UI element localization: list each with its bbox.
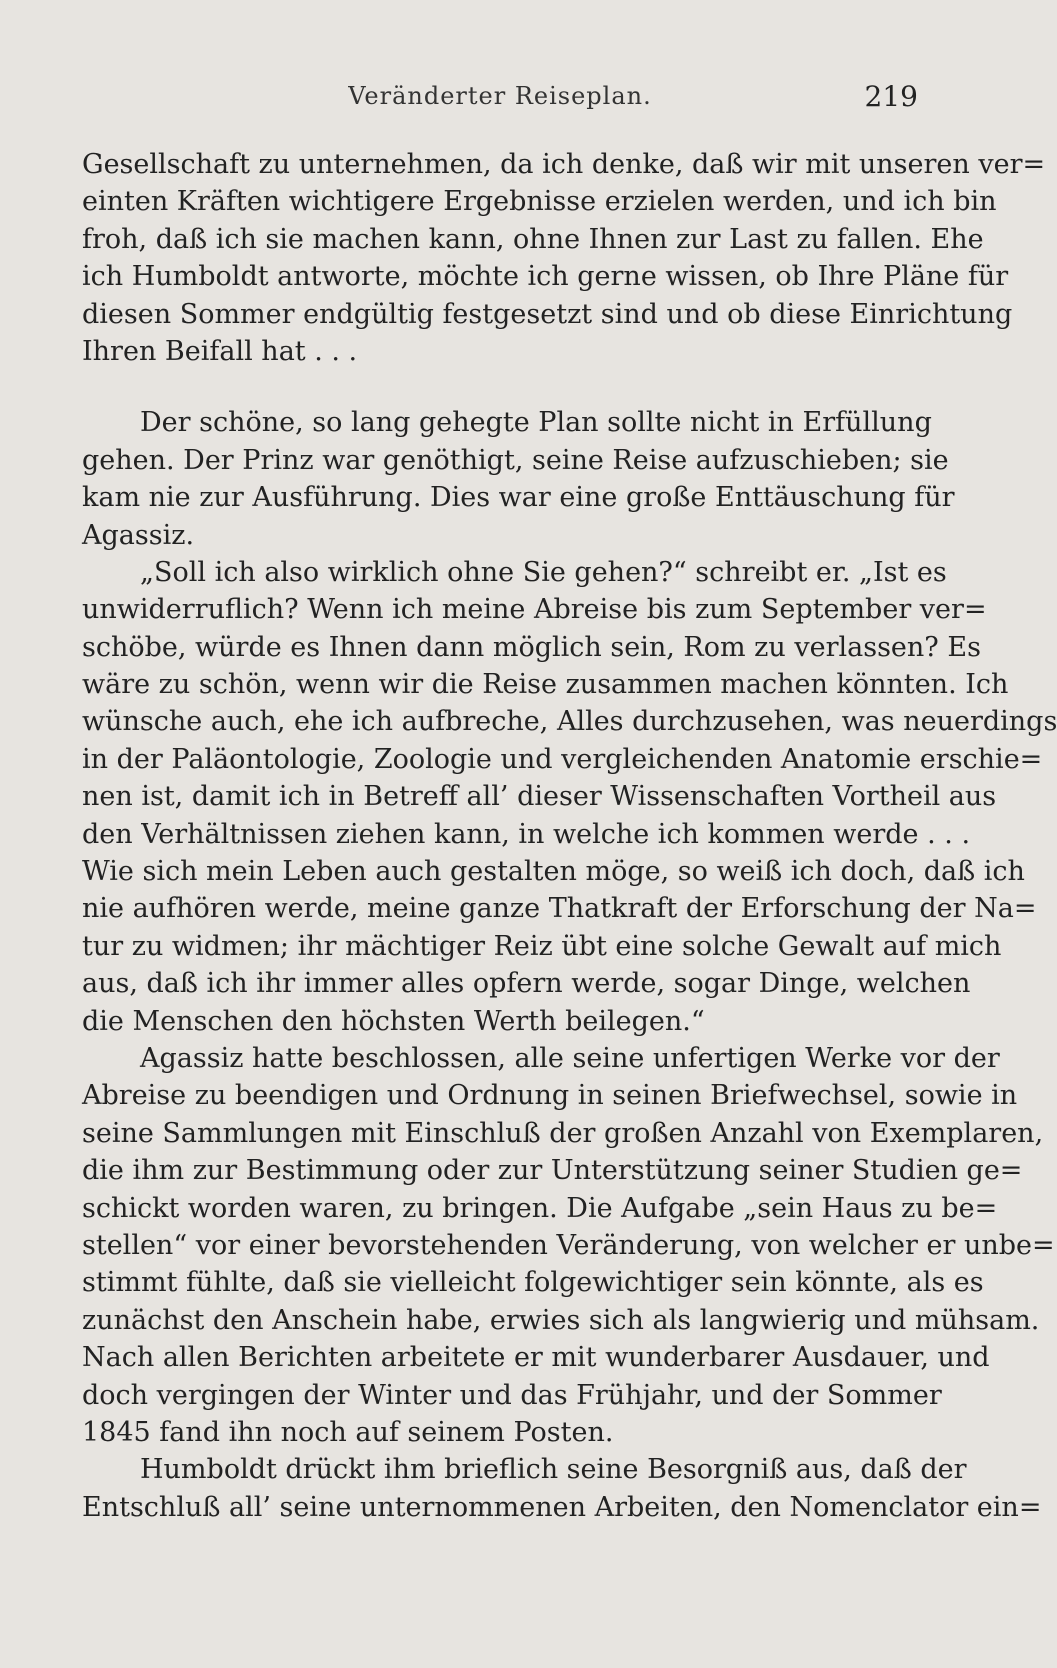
paragraph-gap bbox=[82, 370, 922, 404]
text-line: Wie sich mein Leben auch gestalten möge, so weiß ich doch, daß ich bbox=[82, 856, 1025, 888]
text-line: diesen Sommer endgültig festgesetzt sind und ob diese Einrichtung bbox=[82, 298, 1013, 330]
text-line: 1845 fand ihn noch auf seinem Posten. bbox=[82, 1416, 614, 1448]
text-line: Agassiz hatte beschlossen, alle seine unfertigen Werke vor der bbox=[140, 1042, 1000, 1074]
text-line: doch vergingen der Winter und das Frühjahr, und der Sommer bbox=[82, 1379, 942, 1411]
text-line: nen ist, damit ich in Betreff all’ dieser Wissenschaften Vortheil aus bbox=[82, 781, 997, 813]
running-head: Veränderter Reiseplan. bbox=[348, 82, 652, 110]
text-line: zunächst den Anschein habe, erwies sich als langwierig und mühsam. bbox=[82, 1304, 1040, 1336]
text-line: die Menschen den höchsten Werth beilegen.“ bbox=[82, 1005, 705, 1037]
text-line: wäre zu schön, wenn wir die Reise zusammen machen könnten. Ich bbox=[82, 669, 1009, 701]
text-line: Humboldt drückt ihm brieflich seine Besorgniß aus, daß der bbox=[140, 1454, 967, 1486]
text-line: schöbe, würde es Ihnen dann möglich sein, Rom zu verlassen? Es bbox=[82, 631, 981, 663]
text-line: stellen“ vor einer bevorstehenden Veränderung, von welcher er unbe= bbox=[82, 1229, 1055, 1261]
text-line: Der schöne, so lang gehegte Plan sollte nicht in Erfüllung bbox=[140, 407, 932, 439]
text-line: wünsche auch, ehe ich aufbreche, Alles durchzusehen, was neuerdings bbox=[82, 706, 1057, 738]
body-text bbox=[82, 146, 1057, 1526]
text-line: gehen. Der Prinz war genöthigt, seine Reise aufzuschieben; sie bbox=[82, 444, 949, 476]
text-line: nie aufhören werde, meine ganze Thatkraft der Erforschung der Na= bbox=[82, 893, 1037, 925]
text-line: ich Humboldt antworte, möchte ich gerne wissen, ob Ihre Pläne für bbox=[82, 261, 1009, 293]
page-number: 219 bbox=[864, 80, 918, 113]
text-line: seine Sammlungen mit Einschluß der großen Anzahl von Exemplaren, bbox=[82, 1117, 1044, 1149]
text-line: Entschluß all’ seine unternommenen Arbeiten, den Nomenclator ein= bbox=[82, 1491, 1042, 1523]
text-line: kam nie zur Ausführung. Dies war eine große Enttäuschung für bbox=[82, 482, 955, 514]
text-line: schickt worden waren, zu bringen. Die Aufgabe „sein Haus zu be= bbox=[82, 1192, 998, 1224]
page-header bbox=[0, 82, 1000, 122]
text-line: stimmt fühlte, daß sie vielleicht folgewichtiger sein könnte, als es bbox=[82, 1267, 984, 1299]
text-line: Ihren Beifall hat . . . bbox=[82, 335, 358, 367]
text-line: „Soll ich also wirklich ohne Sie gehen?“ schreibt er. „Ist es bbox=[140, 556, 947, 588]
text-line: Gesellschaft zu unternehmen, da ich denke, daß wir mit unseren ver= bbox=[82, 149, 1046, 180]
text-line: aus, daß ich ihr immer alles opfern werde, sogar Dinge, welchen bbox=[82, 968, 971, 1000]
text-line: Nach allen Berichten arbeitete er mit wunderbarer Ausdauer, und bbox=[82, 1342, 990, 1374]
text-line: die ihm zur Bestimmung oder zur Unterstützung seiner Studien ge= bbox=[82, 1155, 1023, 1187]
text-line: froh, daß ich sie machen kann, ohne Ihnen zur Last zu fallen. Ehe bbox=[82, 223, 984, 255]
text-line: unwiderruflich? Wenn ich meine Abreise bis zum September ver= bbox=[82, 594, 987, 626]
text-line: Abreise zu beendigen und Ordnung in seinen Briefwechsel, sowie in bbox=[82, 1080, 1018, 1112]
text-line: einten Kräften wichtigere Ergebnisse erzielen werden, und ich bin bbox=[82, 186, 997, 218]
text-line: in der Paläontologie, Zoologie und vergleichenden Anatomie erschie= bbox=[82, 743, 1043, 775]
text-line: tur zu widmen; ihr mächtiger Reiz übt eine solche Gewalt auf mich bbox=[82, 930, 1002, 962]
text-line: den Verhältnissen ziehen kann, in welche ich kommen werde . . . bbox=[82, 818, 971, 850]
text-line: Agassiz. bbox=[82, 519, 195, 551]
